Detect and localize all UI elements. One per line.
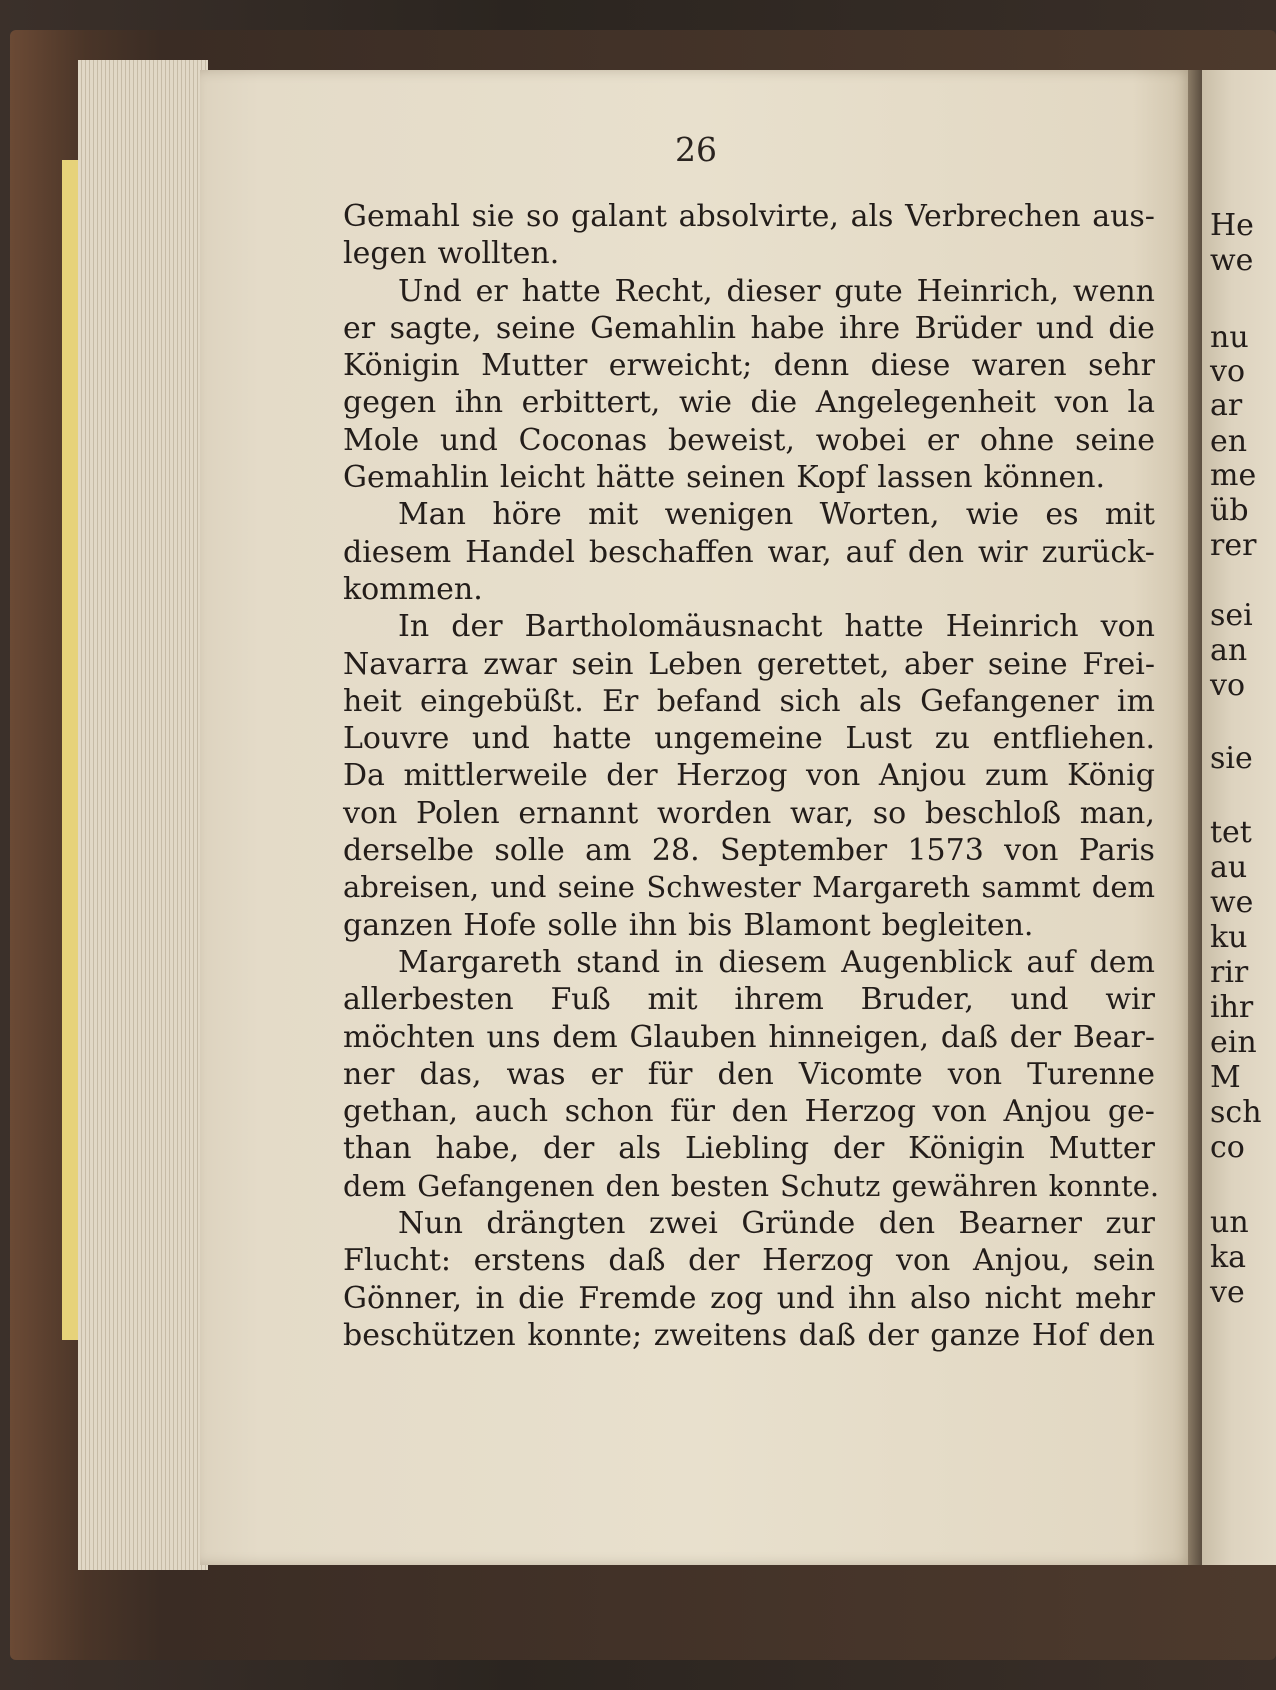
text-word: Gönner, <box>343 1280 463 1316</box>
text-word: ungemeine <box>654 721 823 757</box>
text-word: worden <box>656 795 772 831</box>
text-word: ihrem <box>734 982 824 1018</box>
text-line <box>343 1093 1155 1130</box>
text-word: diesem <box>343 534 452 570</box>
text-word: uns <box>486 1019 541 1055</box>
text-word: sich <box>779 683 841 719</box>
text-word: möchten <box>343 1019 475 1055</box>
text-word: als <box>618 1131 662 1167</box>
text-word: von <box>805 758 861 794</box>
text-line <box>343 1317 1155 1354</box>
text-word: Angelegenheit <box>815 385 1036 421</box>
left-page <box>200 70 1192 1565</box>
text-word: Schwester <box>646 870 801 905</box>
text-word: Und <box>398 273 462 309</box>
text-word: seine <box>495 310 576 346</box>
facing-text-fragment: ka <box>1210 1240 1247 1275</box>
text-word: Kopf <box>796 460 867 496</box>
text-word: Brüder <box>914 310 1022 346</box>
text-line <box>343 571 1155 608</box>
text-word: war, <box>767 534 832 570</box>
text-word: solle <box>547 907 618 943</box>
facing-text-fragment: üb <box>1210 493 1249 528</box>
text-word: zwar <box>483 646 557 682</box>
text-word: Gemahlin <box>343 460 489 496</box>
text-word: Recht, <box>614 273 713 309</box>
text-word: daß <box>798 1317 856 1353</box>
text-word: der <box>606 758 658 794</box>
text-word: Flucht: <box>343 1243 452 1279</box>
facing-text-fragment: nu <box>1210 320 1249 355</box>
text-word: 1573 <box>907 833 984 869</box>
text-word: so <box>872 795 907 831</box>
text-line <box>343 1056 1155 1093</box>
text-line <box>343 1019 1155 1056</box>
facing-text-fragment: ein <box>1210 1025 1257 1060</box>
text-word: können. <box>983 460 1106 496</box>
text-word: daß <box>608 1243 666 1279</box>
text-word: zurück- <box>1041 534 1155 570</box>
text-word: den <box>1098 1317 1155 1353</box>
text-word: die <box>750 385 798 421</box>
text-word: kommen. <box>343 571 483 607</box>
text-word: Worten, <box>819 497 940 533</box>
text-word: eingebüßt. <box>420 683 584 719</box>
text-word: Coconas <box>518 422 648 458</box>
text-word: ihn <box>454 385 504 421</box>
text-line <box>343 608 1155 645</box>
text-word: aus- <box>1092 199 1155 234</box>
text-word: ohne <box>979 422 1055 458</box>
facing-text-fragment: un <box>1210 1205 1249 1240</box>
text-word: than <box>343 1131 412 1167</box>
text-word: wollten. <box>437 236 560 272</box>
text-word: zum <box>985 758 1049 794</box>
text-word: von <box>947 1056 1003 1092</box>
text-word: dem <box>1089 944 1155 980</box>
text-line <box>343 869 1155 906</box>
text-word: Heinrich <box>945 609 1079 645</box>
text-word: gerettet, <box>756 646 890 682</box>
text-word: aber <box>904 646 974 682</box>
text-line <box>343 683 1155 720</box>
facing-text-fragment: He <box>1210 208 1254 243</box>
text-word: den <box>907 534 965 570</box>
text-word: und <box>439 422 498 458</box>
text-word: Bruder, <box>860 982 974 1018</box>
text-word: Margareth <box>398 944 562 980</box>
text-word: wobei <box>815 422 907 458</box>
text-line <box>343 1280 1155 1317</box>
text-word: wir <box>978 534 1028 570</box>
text-word: Gründe <box>741 1206 856 1242</box>
text-word: von <box>932 1094 987 1130</box>
text-line <box>343 459 1155 496</box>
text-word: Blamont <box>743 907 871 943</box>
facing-text-fragment: me <box>1210 458 1257 493</box>
text-word: begleiten. <box>881 907 1034 943</box>
facing-text-fragment: ku <box>1210 920 1248 955</box>
text-word: ihn <box>848 1280 897 1316</box>
text-word: legen <box>343 236 427 272</box>
facing-text-fragment: en <box>1210 424 1248 459</box>
facing-text-fragment: rer <box>1210 528 1257 563</box>
text-line <box>343 907 1155 944</box>
text-word: Fuß <box>550 982 611 1018</box>
text-word: Er <box>602 683 639 719</box>
text-line <box>343 795 1155 832</box>
text-word: Turenne <box>1027 1056 1155 1092</box>
text-word: konnte. <box>1048 1168 1160 1203</box>
text-word: seine <box>557 870 635 905</box>
facing-text-fragment: ihr <box>1210 990 1254 1025</box>
text-word: er <box>475 273 508 309</box>
text-word: er <box>926 422 960 458</box>
text-word: Königin <box>343 348 460 384</box>
text-word: hatte <box>521 273 601 309</box>
text-line <box>343 720 1155 757</box>
text-word: für <box>670 1094 716 1130</box>
text-word: so <box>525 199 560 234</box>
text-word: zur <box>1105 1206 1155 1242</box>
text-word: Augenblick <box>841 944 1012 980</box>
text-word: solle <box>494 833 565 869</box>
text-word: daß <box>940 1019 998 1055</box>
text-word: Vicomte <box>798 1056 923 1092</box>
text-line <box>343 198 1155 235</box>
text-word: bis <box>688 907 733 943</box>
text-word: was <box>506 1056 566 1092</box>
text-word: ner <box>343 1056 395 1092</box>
text-word: von <box>343 795 398 831</box>
facing-text-fragment: M <box>1210 1060 1241 1095</box>
text-word: Bartholomäusnacht <box>524 609 823 645</box>
text-word: als <box>858 683 902 719</box>
text-word: König <box>1067 758 1155 794</box>
text-word: befand <box>656 683 762 719</box>
text-word: von <box>1054 385 1109 421</box>
text-word: Mutter <box>1048 1131 1155 1167</box>
text-word: er <box>590 1056 623 1092</box>
text-word: sehr <box>1088 348 1155 384</box>
text-word: Da <box>343 758 385 794</box>
text-word: die <box>518 1280 565 1316</box>
text-line <box>343 235 1155 272</box>
text-word: wie <box>678 385 732 421</box>
text-word: mittlerweile <box>403 758 588 794</box>
text-word: in <box>674 944 704 980</box>
text-word: und <box>490 870 547 905</box>
text-word: auch <box>474 1094 549 1130</box>
text-word: Hofe <box>463 907 537 943</box>
text-line <box>343 981 1155 1018</box>
text-word: Anjou <box>878 758 967 794</box>
text-word: entfliehen. <box>992 721 1155 757</box>
text-word: Herzog <box>804 1094 916 1130</box>
text-word: sein <box>1092 1243 1155 1279</box>
facing-text-fragment: sch <box>1210 1095 1262 1130</box>
text-word: Fremde <box>578 1280 697 1316</box>
text-word: Nun <box>398 1206 463 1242</box>
text-word: von <box>896 1243 951 1279</box>
facing-text-fragment: sei <box>1210 598 1253 633</box>
text-word: zog <box>710 1280 764 1316</box>
text-word: der <box>451 609 503 645</box>
text-word: drängten <box>486 1206 626 1242</box>
text-word: Königin <box>908 1131 1025 1167</box>
text-word: erweicht; <box>608 348 753 384</box>
text-word: denn <box>773 348 850 384</box>
text-word: sagte, <box>389 310 482 346</box>
text-word: zweitens <box>653 1317 788 1353</box>
text-word: wenn <box>1072 273 1155 309</box>
text-word: habe <box>750 310 825 346</box>
facing-page-edge <box>1202 70 1276 1565</box>
text-line <box>343 310 1155 347</box>
text-word: leicht <box>499 460 586 496</box>
text-word: von <box>1100 609 1155 645</box>
page-number: 26 <box>675 130 717 169</box>
text-word: also <box>909 1280 971 1316</box>
text-word: lassen <box>877 460 973 496</box>
text-word: gewähren <box>891 1168 1038 1203</box>
text-word: Gemahl <box>343 199 460 234</box>
text-word: mit <box>647 982 698 1018</box>
text-word: dem <box>343 1168 407 1203</box>
text-line <box>343 944 1155 981</box>
text-word: höre <box>492 497 562 533</box>
text-word: mehr <box>1075 1280 1155 1316</box>
text-word: derselbe <box>343 833 475 869</box>
text-word: das, <box>419 1056 482 1092</box>
facing-text-fragment: vo <box>1210 668 1246 703</box>
text-word: man, <box>1079 795 1155 831</box>
text-word: Bearner <box>958 1206 1082 1242</box>
text-line <box>343 422 1155 459</box>
facing-text-fragment: rir <box>1210 955 1249 990</box>
text-word: mit <box>1104 497 1155 533</box>
text-line <box>343 534 1155 571</box>
facing-text-fragment: ve <box>1210 1275 1245 1310</box>
text-word: Mole <box>343 422 420 458</box>
text-word: zu <box>934 721 970 757</box>
text-word: gute <box>834 273 903 309</box>
text-word: abreisen, <box>343 870 480 905</box>
text-word: September <box>719 833 888 869</box>
text-word: ganzen <box>343 907 453 943</box>
facing-text-fragment: sie <box>1210 741 1253 776</box>
text-line <box>343 1242 1155 1279</box>
text-word: schon <box>564 1094 654 1130</box>
text-word: der <box>833 1131 885 1167</box>
text-word: ganze <box>930 1317 1021 1353</box>
text-word: Frei- <box>1082 646 1155 682</box>
text-word: Lust <box>845 721 913 757</box>
facing-text-fragment: we <box>1210 243 1254 278</box>
body-text <box>343 198 1160 1354</box>
text-word: Handel <box>465 534 575 570</box>
text-word: und <box>1036 310 1094 346</box>
text-word: Liebling <box>684 1131 810 1167</box>
facing-text-fragment: tet <box>1210 815 1252 850</box>
text-word: und <box>472 721 530 757</box>
text-word: erstens <box>473 1243 586 1279</box>
text-word: den <box>878 1206 936 1242</box>
text-word: Hof <box>1031 1317 1088 1353</box>
text-word: und <box>1010 982 1069 1018</box>
text-word: beweist, <box>667 422 795 458</box>
text-word: war, <box>789 795 855 831</box>
text-line <box>343 347 1155 384</box>
text-word: gethan, <box>343 1094 459 1130</box>
text-word: Leben <box>648 646 743 682</box>
text-word: und <box>776 1280 835 1316</box>
text-word: ihre <box>839 310 901 346</box>
facing-text-fragment: ar <box>1210 388 1243 423</box>
text-line <box>343 1130 1155 1167</box>
book-gutter <box>1188 70 1202 1565</box>
text-word: den <box>731 1094 788 1130</box>
text-word: beschaffen <box>588 534 754 570</box>
text-word: wie <box>965 497 1019 533</box>
text-word: erbittert, <box>521 385 661 421</box>
text-line <box>343 646 1155 683</box>
text-word: wenigen <box>664 497 794 533</box>
text-word: Gefangenen <box>417 1168 595 1203</box>
text-word: im <box>1116 683 1155 719</box>
text-word: konnte; <box>527 1317 643 1353</box>
text-word: auf <box>1026 944 1075 980</box>
text-line <box>343 832 1155 869</box>
text-word: waren <box>971 348 1067 384</box>
text-word: stand <box>576 944 661 980</box>
text-word: galant <box>571 199 667 234</box>
text-word: hinneigen, <box>768 1019 930 1055</box>
text-word: Bear- <box>1072 1019 1155 1055</box>
text-word: Louvre <box>343 721 450 757</box>
text-word: Verbrechen <box>905 199 1081 234</box>
text-word: Mutter <box>481 348 588 384</box>
text-word: Glauben <box>629 1019 757 1055</box>
text-line <box>343 273 1155 310</box>
text-word: Schutz <box>780 1168 881 1203</box>
text-word: am <box>585 833 632 869</box>
text-line <box>343 1168 1160 1205</box>
text-word: der <box>1009 1019 1062 1055</box>
text-word: ge- <box>1107 1094 1155 1130</box>
text-word: gegen <box>343 385 437 421</box>
text-word: auf <box>845 534 894 570</box>
text-word: la <box>1127 385 1155 421</box>
facing-text-fragment: au <box>1210 850 1248 885</box>
text-word: Man <box>398 497 466 533</box>
text-word: seine <box>1075 422 1155 458</box>
text-word: Polen <box>415 795 500 831</box>
text-word: besten <box>670 1168 770 1203</box>
text-line <box>343 757 1155 794</box>
text-word: Margareth <box>812 870 971 905</box>
text-word: Anjou, <box>973 1243 1071 1279</box>
text-line <box>343 1205 1155 1242</box>
text-word: Herzog <box>676 758 788 794</box>
text-word: beschloß <box>924 795 1062 831</box>
text-word: die <box>1108 310 1155 346</box>
text-word: wir <box>1105 982 1155 1018</box>
text-word: hätte <box>596 460 676 496</box>
text-word: ihn <box>628 907 678 943</box>
text-word: es <box>1045 497 1079 533</box>
text-word: beschützen <box>343 1317 516 1353</box>
text-word: nicht <box>984 1280 1062 1316</box>
text-word: der <box>688 1243 740 1279</box>
text-word: mit <box>588 497 639 533</box>
text-word: er <box>343 310 376 346</box>
text-word: als <box>850 199 894 234</box>
facing-text-fragment: an <box>1210 633 1248 668</box>
text-word: habe, <box>435 1131 520 1167</box>
text-word: diese <box>870 348 951 384</box>
text-word: Herzog <box>762 1243 874 1279</box>
text-word: Anjou <box>1003 1094 1092 1130</box>
text-word: heit <box>343 683 402 719</box>
text-word: zwei <box>649 1206 718 1242</box>
page-edges <box>78 60 208 1570</box>
facing-text-fragment: we <box>1210 885 1254 920</box>
facing-text-fragment: co <box>1210 1130 1245 1165</box>
text-word: der <box>867 1317 919 1353</box>
text-word: seinen <box>686 460 786 496</box>
text-word: hatte <box>552 721 632 757</box>
text-word: Paris <box>1078 833 1155 869</box>
text-word: absolvirte, <box>678 199 839 234</box>
text-word: in <box>475 1280 505 1316</box>
text-word: dem <box>552 1019 618 1055</box>
text-word: sein <box>571 646 634 682</box>
text-word: den <box>717 1056 774 1092</box>
facing-text-fragment: vo <box>1210 354 1246 389</box>
text-word: von <box>1004 833 1059 869</box>
text-word: dem <box>1091 870 1155 905</box>
text-word: seine <box>987 646 1068 682</box>
text-line <box>343 496 1155 533</box>
text-word: der <box>543 1131 595 1167</box>
text-word: Navarra <box>343 646 469 682</box>
text-word: sammt <box>981 870 1081 905</box>
text-word: hatte <box>844 609 924 645</box>
text-word: allerbesten <box>343 982 514 1018</box>
text-word: Gemahlin <box>590 310 737 346</box>
text-word: für <box>647 1056 693 1092</box>
text-word: ernannt <box>518 795 639 831</box>
text-word: diesem <box>718 944 827 980</box>
text-word: Heinrich, <box>916 273 1060 309</box>
text-word: Gefangener <box>920 683 1099 719</box>
text-word: sie <box>471 199 515 234</box>
text-word: In <box>398 609 430 645</box>
text-word: dieser <box>726 273 821 309</box>
text-word: den <box>605 1168 660 1203</box>
text-line <box>343 384 1155 421</box>
text-word: 28. <box>651 833 700 869</box>
